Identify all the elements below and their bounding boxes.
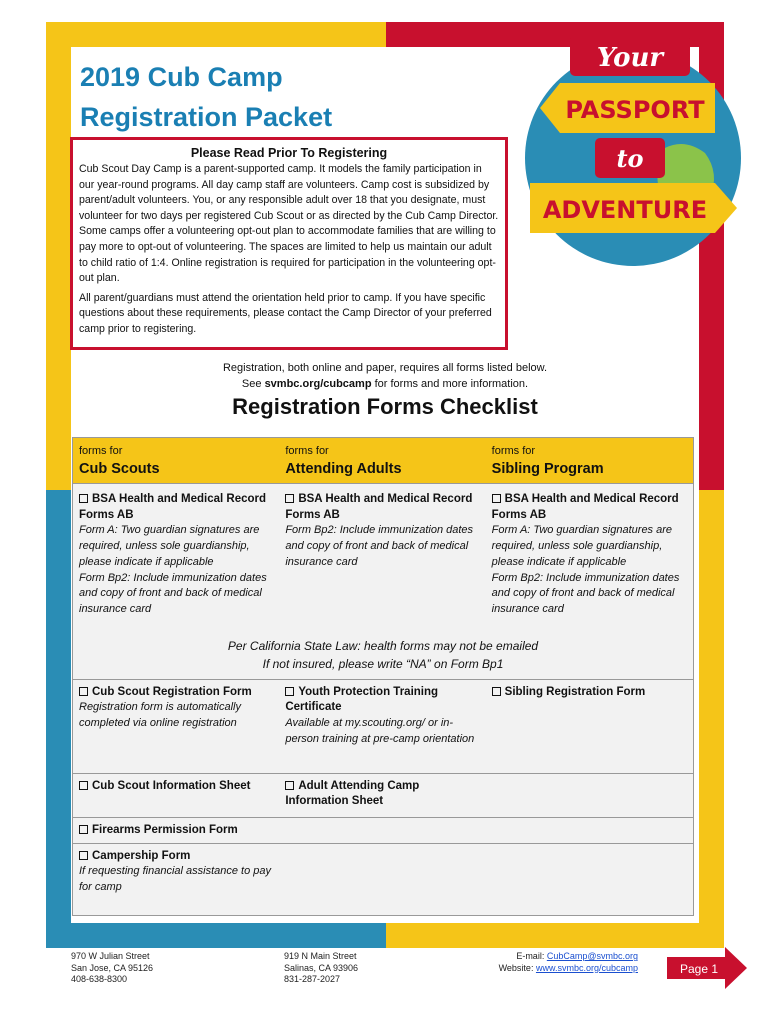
footer-contact	[470, 951, 638, 974]
table-header-row	[73, 438, 693, 483]
checkbox-icon[interactable]	[492, 494, 501, 503]
table-row	[73, 484, 693, 621]
item-title: Cub Scout Registration Form	[92, 685, 252, 698]
checkbox-icon[interactable]	[79, 687, 88, 696]
notice-box	[70, 137, 508, 350]
checkbox-icon[interactable]	[79, 825, 88, 834]
checkbox-icon[interactable]	[79, 851, 88, 860]
health-forms-note	[73, 633, 693, 679]
checkbox-icon[interactable]	[285, 687, 294, 696]
notice-paragraph-1: Cub Scout Day Camp is a parent-supported camp. It models the family participation in our year-round programs. All day camp staff are volunteers. Camp cost is subsidized by parent/adult volunteers. You, or any responsible adult over 18 that you designate, must volunteer for two days per registered Cub Scout or as directed by the Cub Camp Director. Some camps offer a volunteering opt-out plan to accommodate families that are willing to pay more to opt-out of volunteering. The spaces are limited to help us maintain our adult to child ratio of 1:4. Online registration is required for participation in the volunteering opt-out plan.	[79, 163, 499, 285]
footer-address-salinas	[284, 951, 358, 986]
item-description: Available at my.scouting.org/ or in-person training at pre-camp orientation	[285, 717, 475, 745]
forms-checklist-table	[72, 437, 694, 916]
address-line: Salinas, CA 93906	[284, 962, 359, 973]
item-title: BSA Health and Medical Record Forms AB	[79, 493, 267, 521]
email-link[interactable]: CubCamp@svmbc.org	[546, 951, 638, 961]
intro-line-1: Registration, both online and paper, requires all forms listed below.	[222, 362, 548, 374]
phone-number: 831-287-2027	[284, 974, 341, 984]
passport-adventure-logo	[515, 28, 745, 268]
border-left-blue	[46, 490, 71, 948]
address-line: San Jose, CA 95126	[71, 962, 154, 973]
checklist-item[interactable]	[486, 489, 693, 621]
logo-word-to: to	[616, 144, 644, 173]
table-row	[73, 679, 693, 773]
header-sibling-program	[486, 438, 693, 483]
checklist-title: Registration Forms Checklist	[232, 394, 538, 419]
note-line-1: Per California State Law: health forms may not be emailed	[227, 638, 539, 653]
header-attending-adults	[279, 438, 485, 483]
header-title: Cub Scouts	[79, 460, 160, 477]
registration-intro	[120, 360, 650, 392]
item-title: Campership Form	[92, 849, 191, 862]
item-title: Sibling Registration Form	[504, 685, 646, 698]
header-small-label: forms for	[285, 445, 329, 457]
border-top-yellow	[46, 22, 386, 47]
header-title: Attending Adults	[285, 460, 402, 477]
checklist-item[interactable]	[73, 489, 279, 621]
footer-address-san-jose	[71, 951, 153, 986]
table-row	[73, 773, 693, 817]
item-description: Form Bp2: Include immunization dates and copy of front and back of medical insurance card	[285, 524, 474, 568]
checkbox-icon[interactable]	[79, 494, 88, 503]
empty-cell	[486, 776, 693, 817]
address-line: 970 W Julian Street	[71, 951, 150, 961]
address-line: 919 N Main Street	[284, 951, 357, 961]
header-title: Sibling Program	[491, 460, 604, 477]
website-link[interactable]: www.svmbc.org/cubcamp	[535, 962, 638, 973]
item-title: BSA Health and Medical Record Forms AB	[285, 493, 473, 521]
item-description: Form Bp2: Include immunization dates and copy of front and back of medical insurance card	[79, 571, 267, 615]
item-description: Form A: Two guardian signatures are required, unless sole guardianship, please indicate if applicable	[491, 524, 673, 568]
notice-paragraph-2: All parent/guardians must attend the orientation held prior to camp. If you have specific questions about these requirements, please contact the Camp Director of your preferred camp prior to registering.	[79, 291, 492, 335]
item-title: BSA Health and Medical Record Forms AB	[491, 493, 679, 521]
item-title: Firearms Permission Form	[92, 823, 238, 836]
checklist-item[interactable]	[73, 820, 693, 843]
checklist-item[interactable]	[73, 682, 279, 773]
border-bottom-yellow	[386, 923, 724, 948]
item-description: Form Bp2: Include immunization dates and copy of front and back of medical insurance card	[491, 571, 680, 615]
notice-heading: Please Read Prior To Registering	[190, 146, 388, 160]
intro-more-info: for forms and more information.	[371, 378, 529, 390]
logo-word-your: Your	[596, 43, 664, 73]
intro-line-2	[120, 376, 650, 392]
checklist-item[interactable]	[73, 776, 279, 817]
intro-link[interactable]: svmbc.org/cubcamp	[264, 378, 372, 390]
item-title: Adult Attending Camp Information Sheet	[285, 779, 420, 808]
border-bottom-blue	[46, 923, 386, 948]
checklist-item[interactable]	[486, 682, 693, 773]
checkbox-icon[interactable]	[285, 494, 294, 503]
checklist-item[interactable]	[279, 682, 485, 773]
note-line-2: If not insured, please write “NA” on Form Bp1	[262, 656, 504, 671]
page-title	[80, 57, 332, 137]
table-row	[73, 817, 693, 843]
checkbox-icon[interactable]	[492, 687, 501, 696]
checkbox-icon[interactable]	[285, 781, 294, 790]
table-row	[73, 843, 693, 915]
logo-word-passport: PASSPORT	[565, 96, 705, 124]
checkbox-icon[interactable]	[79, 781, 88, 790]
item-description: If requesting financial assistance to pay for camp	[79, 865, 272, 894]
checklist-item[interactable]	[279, 776, 485, 817]
checklist-item[interactable]	[73, 846, 693, 915]
website-label: Website:	[498, 962, 536, 973]
checklist-item[interactable]	[279, 489, 485, 621]
phone-number: 408-638-8300	[71, 974, 128, 984]
border-right-yellow	[699, 490, 724, 948]
header-cub-scouts	[73, 438, 279, 483]
intro-see: See	[241, 378, 265, 390]
health-forms-section	[73, 483, 693, 679]
page-number: Page 1	[679, 962, 719, 976]
item-description: Form A: Two guardian signatures are required, unless sole guardianship, please indicate if applicable	[79, 524, 260, 568]
item-title: Youth Protection Training Certificate	[285, 685, 439, 714]
email-label: E-mail:	[516, 951, 547, 961]
title-line-2: Registration Packet	[80, 102, 333, 132]
header-small-label: forms for	[79, 445, 123, 457]
header-small-label: forms for	[491, 445, 536, 457]
title-line-1: 2019 Cub Camp	[80, 62, 283, 92]
page-number-badge	[667, 947, 747, 989]
logo-word-adventure: ADVENTURE	[542, 196, 708, 224]
item-title: Cub Scout Information Sheet	[92, 779, 251, 792]
item-description: Registration form is automatically completed via online registration	[79, 701, 242, 730]
